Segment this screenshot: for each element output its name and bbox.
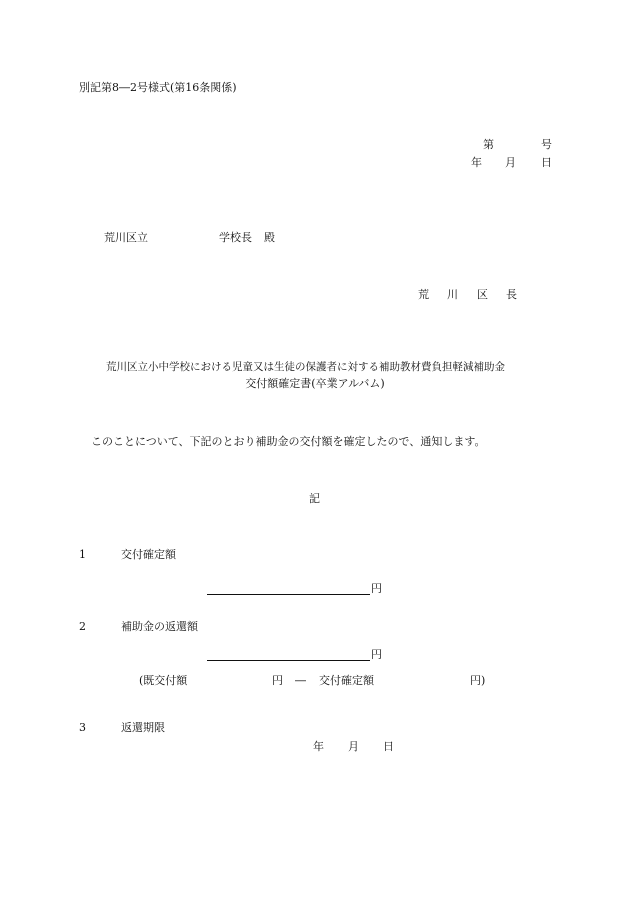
item2-detail-open: (既交付額 bbox=[139, 674, 188, 687]
ki-heading: 記 bbox=[309, 492, 320, 505]
addressee-honorific: 殿 bbox=[264, 231, 275, 244]
sender-char-4: 長 bbox=[506, 288, 517, 301]
item3-day: 日 bbox=[383, 740, 394, 753]
item2-number: 2 bbox=[79, 620, 86, 633]
item1-amount-line bbox=[207, 594, 370, 595]
item3-number: 3 bbox=[79, 721, 86, 734]
date-top-month: 月 bbox=[505, 156, 516, 169]
title-line-2: 交付額確定書(卒業アルバム) bbox=[245, 377, 385, 390]
item1-yen: 円 bbox=[371, 582, 382, 595]
body-text: このことについて、下記のとおり補助金の交付額を確定したので、通知します。 bbox=[91, 435, 486, 448]
addressee-principal: 学校長 bbox=[219, 231, 252, 244]
title-line-1: 荒川区立小中学校における児童又は生徒の保護者に対する補助教材費負担軽減補助金 bbox=[106, 361, 505, 373]
sender-char-3: 区 bbox=[477, 288, 488, 301]
item1-label: 交付確定額 bbox=[121, 548, 176, 561]
item2-label: 補助金の返還額 bbox=[121, 620, 198, 633]
sender-char-2: 川 bbox=[447, 288, 458, 301]
addressee-school-prefix: 荒川区立 bbox=[104, 231, 148, 244]
item2-detail-yen2: 円) bbox=[470, 674, 486, 687]
doc-number-prefix: 第 bbox=[483, 138, 494, 151]
sender-char-1: 荒 bbox=[418, 288, 429, 301]
item3-year: 年 bbox=[313, 740, 324, 753]
item2-detail-confirmed: 交付確定額 bbox=[319, 674, 374, 687]
item2-amount-line bbox=[207, 660, 370, 661]
item3-label: 返還期限 bbox=[121, 721, 165, 734]
date-top-year: 年 bbox=[471, 156, 482, 169]
item2-yen: 円 bbox=[371, 648, 382, 661]
doc-number-suffix: 号 bbox=[541, 138, 552, 151]
item3-month: 月 bbox=[348, 740, 359, 753]
item2-detail-yen1: 円 bbox=[272, 674, 283, 687]
item1-number: 1 bbox=[79, 548, 86, 561]
item2-detail-minus: ― bbox=[295, 674, 306, 687]
form-label: 別記第8―2号様式(第16条関係) bbox=[79, 81, 237, 94]
date-top-day: 日 bbox=[541, 156, 552, 169]
